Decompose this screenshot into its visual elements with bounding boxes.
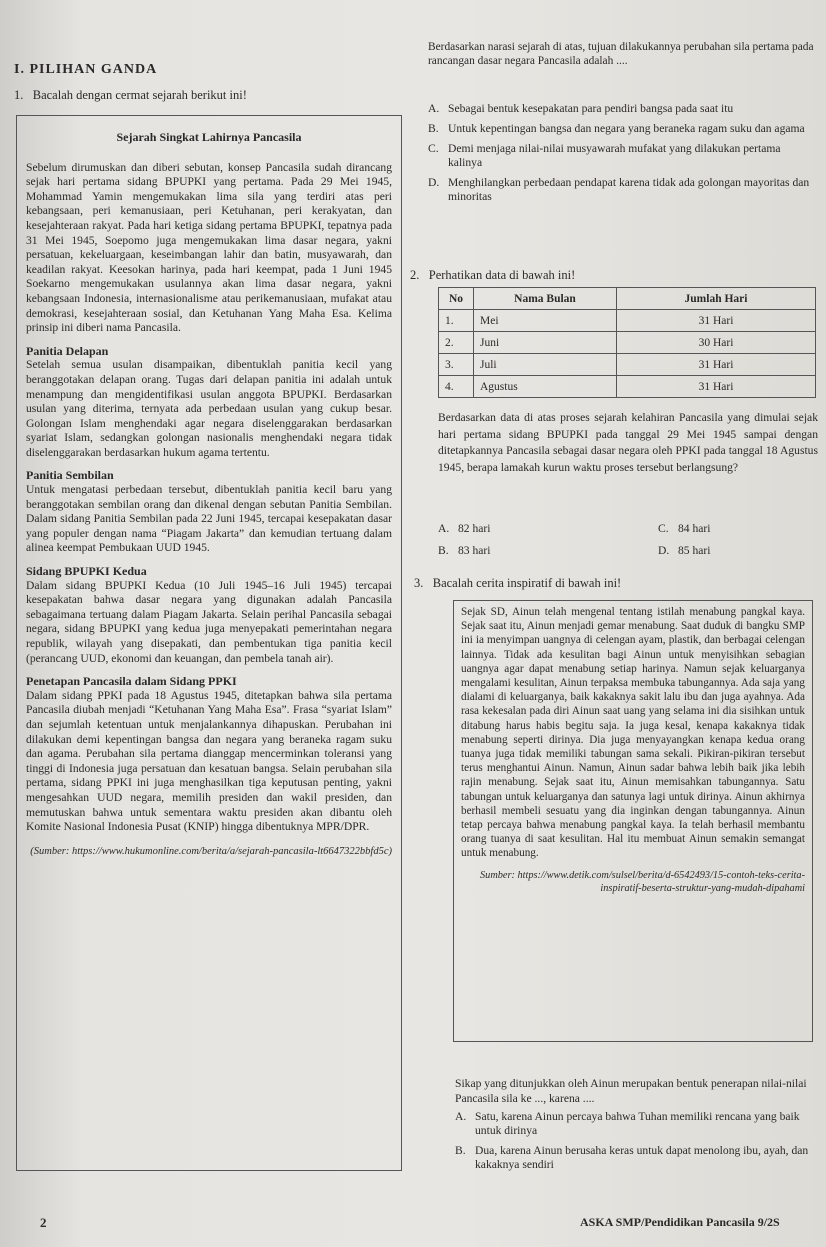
- question-number: 1.: [14, 88, 24, 102]
- option-text: Untuk kepentingan bangsa dan negara yang beraneka ragam suku dan agama: [448, 122, 805, 135]
- table-header: No: [439, 288, 474, 310]
- month-data-table: [438, 287, 816, 398]
- section-text: Dalam sidang PPKI pada 18 Agustus 1945, ditetapkan bahwa sila pertama Pancasila diubah menjadi “Ketuhanan Yang Maha Esa”. Frasa “syariat Islam” dan sejumlah ketentuan untuk menjalankannya dihapuskan. Perubahan ini dilakukan demi kepentingan bangsa dan negara yang beraneka ragam suku dan agama. Perubahan sila pertama dianggap mencerminkan toleransi yang tinggi di Indonesia juga persatuan dan kesatuan bangsa. Selain perubahan sila pertama, sidang PPKI ini juga menghasilkan tiga keputusan penting, yakni mengesahkan UUD negara, memilih presiden dan wakil presiden, dan memutuskan bahwa untuk sementara waktu presiden akan dibantu oleh Komite Nasional Indonesia Pusat (KNIP) hingga dibentuknya MPR/DPR.: [26, 688, 392, 834]
- question-prompt: Perhatikan data di bawah ini!: [428, 268, 576, 282]
- section-text: Dalam sidang BPUPKI Kedua (10 Juli 1945–16 Juli 1945) tercapai kesepakatan bahwa dasar negara yang digunakan adalah Pancasila sebagaimana tertuang dalam Piagam Jakarta. Selain perihal Pancasila sebagai negara, sidang BPUPKI yang kedua juga menyepakati pemerintahan negara republik, wilayah yang disepakati, dan pembentukan tiga panitia kecil (perancang UUD, ekonomi dan keuangan, dan pembela tanah air).: [26, 578, 392, 665]
- option-a[interactable]: [428, 102, 816, 116]
- option-letter: A.: [455, 1110, 467, 1123]
- section-heading: Penetapan Pancasila dalam Sidang PPKI: [26, 674, 237, 689]
- table-cell: 31 Hari: [617, 310, 816, 332]
- box-source: (Sumber: https://www.hukumonline.com/berita/a/sejarah-pancasila-lt6647322bbfd5c): [30, 845, 392, 857]
- box-title: Sejarah Singkat Lahirnya Pancasila: [116, 130, 302, 144]
- option-letter: C.: [428, 142, 439, 155]
- table-header: Nama Bulan: [474, 288, 617, 310]
- option-text: Dua, karena Ainun berusaha keras untuk dapat menolong ibu, ayah, dan kakaknya sendiri: [475, 1144, 809, 1171]
- table-cell: 3.: [439, 354, 474, 376]
- option-c[interactable]: [428, 142, 816, 170]
- book-footer: ASKA SMP/Pendidikan Pancasila 9/2S: [580, 1215, 780, 1229]
- question-2-text: Berdasarkan data di atas proses sejarah kelahiran Pancasila yang dimulai sejak hari pertama sidang BPUPKI pada tanggal 29 Mei 1945 sampai dengan ditetapkannya Pancasila sebagai dasar negara oleh PPKI pada tanggal 18 Agustus 1945, berapa lamakah kurun waktu proses tersebut berlangsung?: [438, 411, 818, 474]
- inspirational-story-box: [453, 600, 813, 1042]
- table-cell: Juli: [474, 354, 617, 376]
- option-letter: D.: [428, 176, 440, 189]
- option-letter: B.: [455, 1144, 466, 1157]
- option-c[interactable]: [628, 522, 818, 536]
- option-letter: A.: [428, 102, 440, 115]
- option-letter: B.: [438, 544, 449, 557]
- option-letter: A.: [438, 522, 450, 535]
- table-header-row: [439, 288, 816, 310]
- question-1-continuation: Berdasarkan narasi sejarah di atas, tujuan dilakukannya perubahan sila pertama pada rancangan dasar negara Pancasila adalah ....: [428, 41, 814, 67]
- table-cell: Mei: [474, 310, 617, 332]
- story-source: Sumber: https://www.detik.com/sulsel/berita/d-6542493/15-contoh-teks-cerita-inspiratif-beserta-struktur-yang-mudah-dipahami: [480, 869, 805, 894]
- option-letter: D.: [658, 544, 670, 557]
- table-cell: 31 Hari: [617, 376, 816, 398]
- section-text: Setelah semua usulan disampaikan, dibentuklah panitia kecil yang beranggotakan delapan orang. Tugas dari delapan panitia ini adalah untuk menampung dan mengidentifikasi usulan anggota BPUPKI. Berdasarkan usulan yang diterima, ternyata ada perbedaan usulan yang cukup besar. Golongan Islam menghendaki agar negara diselenggarakan berdasarkan syariat Islam, sedangkan golongan nasionalis menghendaki negara tidak diselenggarakan berdasarkan hukum agama tertentu.: [26, 358, 392, 459]
- section-text: Untuk mengatasi perbedaan tersebut, dibentuklah panitia kecil baru yang beranggotakan sembilan orang dan dikenal dengan sebutan Panitia Sembilan. Dalam sidang Panitia Sembilan pada 22 Juni 1945, tercapai kesepakatan dasar yang populer dengan nama “Piagam Jakarta” dan kemudian tertuang dalam alinea keempat Pembukaan UUD 1945.: [26, 483, 392, 555]
- option-d[interactable]: [428, 176, 816, 204]
- table-cell: 31 Hari: [617, 354, 816, 376]
- option-text: 84 hari: [678, 522, 711, 535]
- table-cell: Agustus: [474, 376, 617, 398]
- section-title: I. PILIHAN GANDA: [14, 62, 158, 77]
- question-3-text: Sikap yang ditunjukkan oleh Ainun merupakan bentuk penerapan nilai-nilai Pancasila sila ke ..., karena ....: [455, 1077, 807, 1105]
- table-cell: Juni: [474, 332, 617, 354]
- table-cell: 30 Hari: [617, 332, 816, 354]
- option-a[interactable]: [455, 1110, 815, 1138]
- question-3-options: [455, 1110, 815, 1178]
- table-row: [439, 332, 816, 354]
- page-number: 2: [40, 1215, 47, 1230]
- option-a[interactable]: [438, 522, 628, 536]
- option-b[interactable]: [428, 122, 816, 136]
- table-row: [439, 310, 816, 332]
- section-heading: Sidang BPUPKI Kedua: [26, 564, 147, 579]
- question-prompt: Bacalah cerita inspiratif di bawah ini!: [432, 576, 622, 590]
- question-2-options: [438, 522, 818, 564]
- option-text: Satu, karena Ainun percaya bahwa Tuhan memiliki rencana yang baik untuk dirinya: [475, 1110, 800, 1137]
- history-text-box: [16, 115, 402, 1171]
- table-cell: 1.: [439, 310, 474, 332]
- table-cell: 4.: [439, 376, 474, 398]
- section-heading: Panitia Delapan: [26, 343, 109, 358]
- question-prompt: Bacalah dengan cermat sejarah berikut ini!: [32, 88, 247, 102]
- question-1-options: [428, 102, 816, 210]
- question-1-prompt: [14, 88, 247, 103]
- option-text: Menghilangkan perbedaan pendapat karena tidak ada golongan mayoritas dan minoritas: [448, 176, 810, 203]
- question-number: 3.: [414, 576, 424, 590]
- question-number: 2.: [410, 268, 420, 282]
- option-text: 83 hari: [458, 544, 491, 557]
- table-row: [439, 376, 816, 398]
- option-text: 85 hari: [678, 544, 711, 557]
- option-text: Sebagai bentuk kesepakatan para pendiri bangsa pada saat itu: [448, 102, 734, 115]
- option-b[interactable]: [438, 544, 628, 558]
- option-text: 82 hari: [458, 522, 491, 535]
- option-letter: C.: [658, 522, 669, 535]
- table-header: Jumlah Hari: [617, 288, 816, 310]
- option-d[interactable]: [628, 544, 818, 558]
- option-letter: B.: [428, 122, 439, 135]
- box-intro: Sebelum dirumuskan dan diberi sebutan, konsep Pancasila sudah dirancang sejak hari pertama sidang BPUPKI yang pertama. Pada 29 Mei 1945, Mohammad Yamin mengemukakan lima sila yang terdiri atas peri kebangsaan, peri kemanusiaan, peri Ketuhanan, peri kerakyatan, dan kesejahteraan rakyat. Pada hari ketiga sidang pertama BPUPKI, tepatnya pada 31 Mei 1945, Soepomo juga mengemukakan lima dasar negara, yakni persatuan, kekeluargaan, keseimbangan lahir dan batin, musyawarah, dan keadilan rakyat. Keesokan harinya, pada hari keempat, pada 1 Juni 1945 Soekarno mengemukakan usulannya akan lima dasar negara, yakni kebangsaan Indonesia, internasionalisme atau perikemanusiaan, mufakat atau demokrasi, kesejahteraan sosial, dan Ketuhanan Yang Maha Esa. Kelima prinsip ini diberi nama Pancasila.: [26, 160, 392, 335]
- section-heading: Panitia Sembilan: [26, 468, 114, 483]
- option-b[interactable]: [455, 1144, 815, 1172]
- story-text: Sejak SD, Ainun telah mengenal tentang istilah menabung pangkal kaya. Sejak saat itu, Ainun menjadi gemar menabung. Saat duduk di bangku SMP ini ia menyimpan uangnya di celengan ayam, plastik, dan berbagai celengan lainnya. Tidak ada kesulitan bagi Ainun untuk menyisihkan sebagian uangnya agar dapat menabung setiap harinya. Namun sejak keluarganya mengalami kesulitan, Ainun terpaksa membuka tabungannya. Ada saja yang dialami di keluarganya, baik kakaknya sakit lalu ibu dan juga ayahnya. Ada rasa kekesalan pada diri Ainun saat uang yang selama ini dia sisihkan untuk ditabung harus habis begitu saja. Ia juga kesal, kenapa kakaknya tidak menabung seperti dirinya. Dia juga menyayangkan kenapa kedua orang tuanya juga tidak memiliki tabungan sama sekali. Pikiran-pikiran tersebut terus menghantui Ainun. Namun, Ainun sadar bahwa lebih baik jika lebih rajin menabung. Sejak saat itu, Ainun memisahkan tabungannya. Satu tabungan untuk keluarganya dan satunya lagi untuk dirinya. Ainun akhirnya berhasil membeli sesuatu yang dia inginkan dengan tabungannya. Ainun tetap percaya bahwa menabung pangkal kaya. Ia telah berhasil membantu orang tuanya di saat kesulitan. Hal itu membuat Ainun semakin semangat untuk menabung.: [461, 606, 805, 860]
- question-3-prompt: [414, 576, 621, 591]
- table-cell: 2.: [439, 332, 474, 354]
- question-2-prompt: [410, 268, 575, 283]
- option-text: Demi menjaga nilai-nilai musyawarah mufakat yang dilakukan pertama kalinya: [448, 142, 781, 169]
- table-row: [439, 354, 816, 376]
